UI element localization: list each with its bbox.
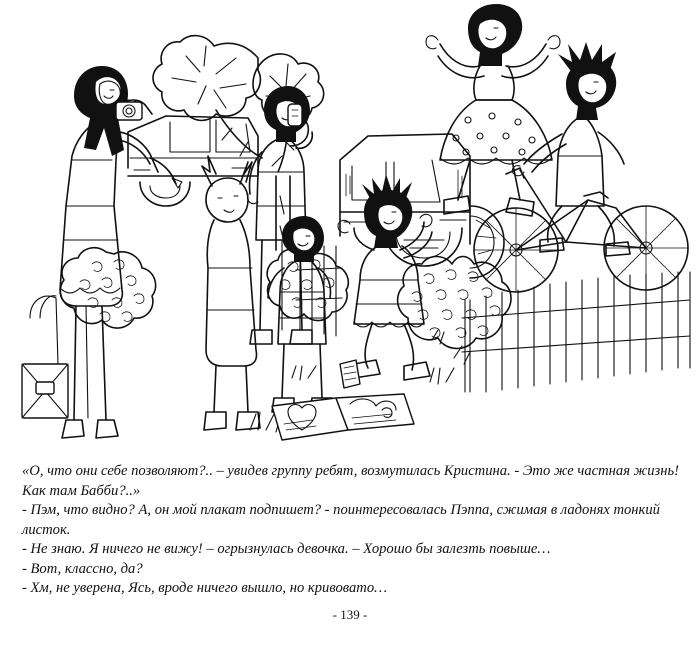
woman-with-camera	[22, 66, 182, 438]
paragraph-4: - Вот, классно, да?	[22, 560, 143, 577]
car-center	[340, 134, 504, 278]
paragraph-2: - Пэм, что видно? А, он мой плакат подпишет? - поинтересовалась Пэппа, сжимая в ладонях тонкий листок.	[22, 502, 660, 538]
page-number: - 139 -	[332, 607, 368, 622]
body-text	[22, 462, 682, 599]
deer-creature	[202, 156, 260, 430]
paragraph-5: - Хм, не уверена, Ясь, вроде ничего вышло, но кривовато…	[22, 580, 388, 596]
girl-polka-dot-dress	[426, 4, 560, 216]
paragraph-3: - Не знаю. Я ничего не вижу! – огрызнулась девочка. – Хорошо бы залезть повыше…	[22, 541, 551, 557]
girl-with-sheet	[338, 174, 432, 380]
paragraph-1: «О, что они себе позволяют?.. – увидев группу ребят, возмутилась Кристина. - Это же частная жизнь! Как там Бабби?..»	[22, 463, 679, 499]
boy-on-bicycle	[474, 42, 688, 292]
motion-marks	[292, 330, 470, 380]
